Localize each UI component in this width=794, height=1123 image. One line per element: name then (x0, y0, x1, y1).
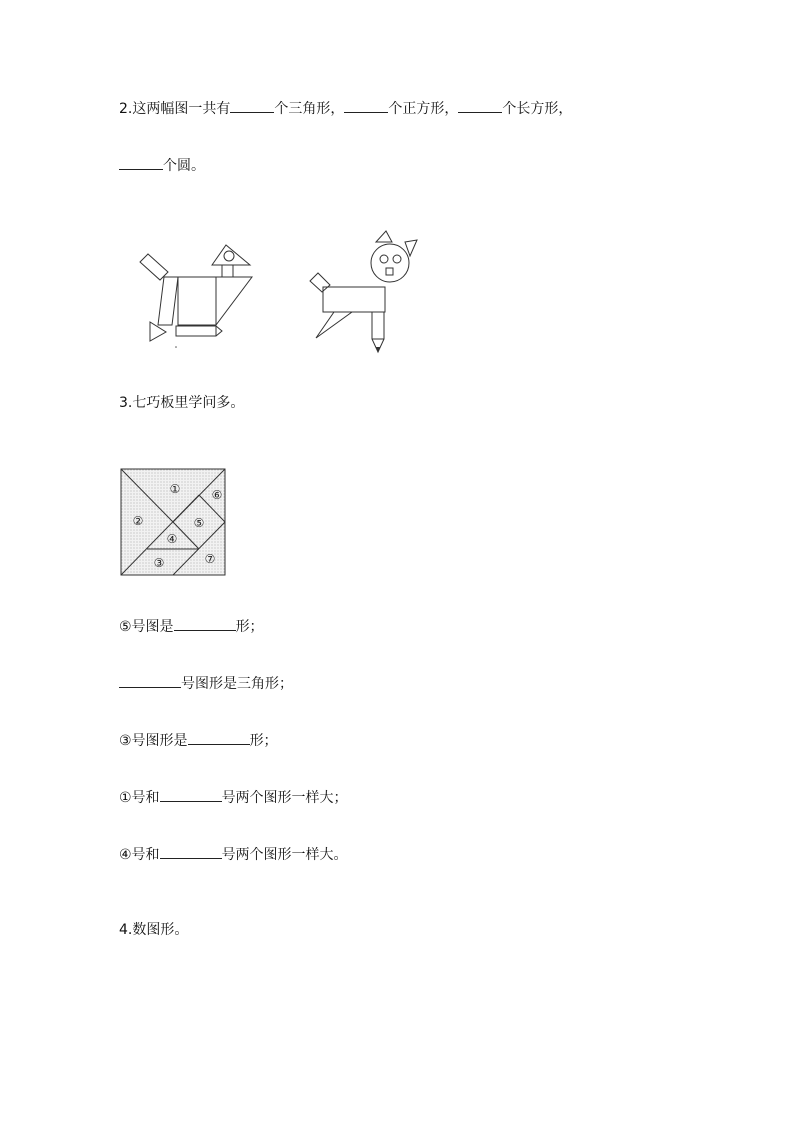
q3-item-4-blank[interactable] (160, 787, 222, 802)
bird-head-triangle (212, 245, 250, 265)
q2-unit-circle: 个圆。 (163, 158, 205, 174)
q3-item-4-before: ①号和 (119, 790, 160, 806)
q2-line-1 (119, 98, 572, 119)
q4-title: 4.数图形。 (119, 922, 189, 938)
tangram-square (121, 469, 225, 575)
q3-item-5-blank[interactable] (160, 844, 222, 859)
q3-item-4 (119, 787, 348, 808)
tangram-label-1: ① (169, 482, 181, 496)
tangram-label-5: ⑤ (193, 516, 205, 530)
q3-item-1-blank[interactable] (174, 616, 236, 631)
q2-prefix: 2.这两幅图一共有 (119, 101, 231, 117)
q3-item-3-before: ③号图形是 (119, 733, 188, 749)
q3-title: 3.七巧板里学问多。 (119, 395, 245, 411)
cat-body-rectangle (323, 287, 385, 312)
q2-line-2 (119, 155, 205, 176)
q2-unit-triangle: 个三角形， (274, 101, 345, 117)
q2-unit-rectangle: 个长方形， (502, 101, 573, 117)
q3-item-2-after: 号图形是三角形； (181, 676, 293, 692)
tangram-label-6: ⑥ (211, 488, 223, 502)
tangram-label-4: ④ (166, 532, 178, 546)
bird-body-square (178, 277, 216, 325)
cat-eye-right-circle (393, 255, 401, 263)
triangle-count-blank[interactable] (230, 98, 274, 113)
q3-item-5-before: ④号和 (119, 847, 160, 863)
square-count-blank[interactable] (344, 98, 388, 113)
cat-ear-left-triangle (376, 231, 392, 242)
bird-neck-square (222, 265, 233, 277)
q3-item-5-after: 号两个图形一样大。 (221, 847, 348, 863)
q3-item-3-blank[interactable] (188, 730, 250, 745)
bird-leg-pencil (176, 326, 222, 336)
bird-body-triangle (216, 277, 252, 325)
q3-item-4-after: 号两个图形一样大； (221, 790, 348, 806)
q3-item-5 (119, 844, 348, 865)
q3-item-1-before: ⑤号图是 (119, 619, 174, 635)
cat-shape-figure (306, 228, 426, 358)
cat-leg-triangle (316, 312, 352, 338)
bird-shape-figure (136, 240, 276, 350)
tangram-label-2: ② (132, 514, 144, 528)
bird-body-parallelogram (158, 277, 178, 325)
circle-count-blank[interactable] (119, 155, 163, 170)
q3-item-1-after: 形； (235, 619, 264, 635)
cat-head-circle (371, 244, 409, 282)
q3-item-1 (119, 616, 264, 637)
q2-unit-square: 个正方形， (388, 101, 459, 117)
bird-tail-rectangle (140, 254, 168, 280)
cat-leg-pencil (372, 312, 384, 352)
cat-tail-rectangle (310, 273, 330, 292)
q3-item-2 (119, 673, 293, 694)
bird-eye-circle (224, 251, 234, 261)
rectangle-count-blank[interactable] (458, 98, 502, 113)
cat-eye-left-circle (380, 255, 388, 263)
tangram-label-3: ③ (153, 556, 165, 570)
q3-item-3-after: 形； (249, 733, 278, 749)
q3-item-2-blank[interactable] (119, 673, 181, 688)
q3-item-3 (119, 730, 278, 751)
tangram-label-7: ⑦ (204, 552, 216, 566)
cat-mouth-square (386, 268, 393, 275)
